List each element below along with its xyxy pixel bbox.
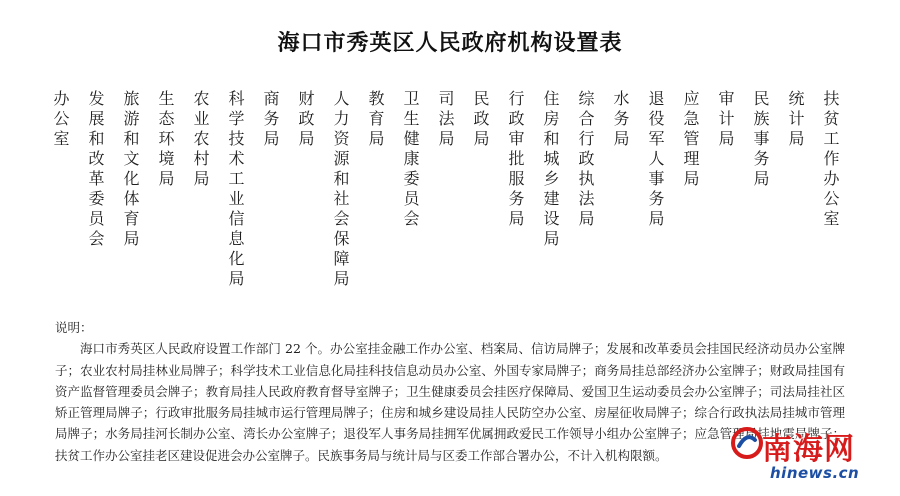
- notes-section: [55, 317, 845, 466]
- department-item: 应急管理局: [681, 90, 700, 190]
- department-item: 旅游和文化体育局: [121, 90, 140, 250]
- department-item: 水务局: [611, 90, 630, 150]
- department-item: 教育局: [366, 90, 385, 150]
- department-item: 扶贫工作办公室: [821, 90, 840, 230]
- department-item: 财政局: [296, 90, 315, 150]
- department-item: 统计局: [786, 90, 805, 150]
- page-title: 海口市秀英区人民政府机构设置表: [277, 31, 623, 56]
- department-item: 综合行政执法局: [576, 90, 595, 230]
- department-item: 卫生健康委员会: [401, 90, 420, 230]
- department-item: 行政审批服务局: [506, 90, 525, 230]
- watermark-brand: 南海网: [762, 432, 855, 467]
- watermark-site: hinews.cn: [770, 464, 860, 482]
- department-item: 生态环境局: [156, 90, 175, 190]
- department-item: 商务局: [261, 90, 280, 150]
- department-item: 发展和改革委员会: [86, 90, 105, 250]
- department-item: 住房和城乡建设局: [541, 90, 560, 250]
- department-item: 人力资源和社会保障局: [331, 90, 350, 290]
- department-item: 审计局: [716, 90, 735, 150]
- department-item: 农业农村局: [191, 90, 210, 190]
- department-item: 办公室: [51, 90, 70, 150]
- department-item: 司法局: [436, 90, 455, 150]
- notes-label: 说明：: [55, 320, 93, 335]
- department-item: 民政局: [471, 90, 490, 150]
- department-list: [50, 90, 840, 302]
- department-item: 退役军人事务局: [646, 90, 665, 230]
- notes-body: 海口市秀英区人民政府设置工作部门 22 个。办公室挂金融工作办公室、档案局、信访局牌子；发展和改革委员会挂国民经济动员办公室牌子；农业农村局挂林业局牌子；科学技术工业信息化局挂科技信息动员办公室、外国专家局牌子；商务局挂总部经济办公室牌子；财政局挂国有资产监督管理委员会牌子；教育局挂人民政府教育督导室牌子；卫生健康委员会挂医疗保障局、爱国卫生运动委员会办公室牌子；司法局挂社区矫正管理局牌子；行政审批服务局挂城市运行管理局牌子；住房和城乡建设局挂人民防空办公室、房屋征收局牌子；综合行政执法局挂城市管理局牌子；水务局挂河长制办公室、湾长办公室牌子；退役军人事务局挂拥军优属拥政爱民工作领导小组办公室牌子；应急管理局挂地震局牌子；扶贫工作办公室挂老区建设促进会办公室牌子。民族事务局与统计局与区委工作部合署办公，不计入机构限额。: [55, 341, 845, 463]
- department-item: 民族事务局: [751, 90, 770, 190]
- department-item: 科学技术工业信息化局: [226, 90, 245, 290]
